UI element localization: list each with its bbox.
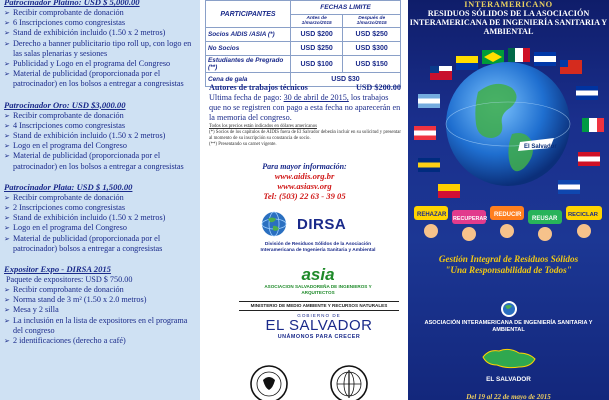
row-label: Socios AIDIS /ASIA (*) xyxy=(206,28,291,42)
recycle-word: REDUCIR xyxy=(494,212,522,218)
congress-dates: Del 19 al 22 de mayo de 2015 xyxy=(466,393,551,400)
sponsorship-column xyxy=(0,0,200,400)
participants-header: PARTICIPANTES xyxy=(206,1,291,28)
technical-authors xyxy=(209,83,401,123)
list-item: ➢ Material de publicidad (proporcionada por el patrocinador) bolsos a entregar a congresistas xyxy=(4,234,196,254)
fee-before: USD $200 xyxy=(290,28,342,42)
list-item: ➢ Recibir comprobante de donación xyxy=(4,285,196,295)
fees-table xyxy=(205,0,401,87)
table-row xyxy=(206,56,401,73)
note-members: (*) Socios de los capítulos de AIDIS fuera de El Salvador deberán incluir en su solicitud y presentar al momento de su inscripción su constancia de socio. xyxy=(209,130,401,141)
table-row xyxy=(206,28,401,42)
plata-title: Patrocinador Plata: USD $ 1,500.00 xyxy=(4,181,133,192)
before-date-header: Antes de 1/marzo/2015 xyxy=(290,15,342,28)
table-row xyxy=(206,42,401,56)
note-currency: Todos los precios están indicados en dólares americanos xyxy=(209,124,317,129)
oro-benefits xyxy=(4,111,196,172)
list-item: ➢ Material de publicidad (proporcionada por el patrocinador) en los bolsos a entregar a congresistas xyxy=(4,69,196,89)
fee-after: USD $300 xyxy=(343,42,401,56)
partner-seals xyxy=(237,358,387,400)
expositor-title: Expositor Expo - DIRSA 2015 xyxy=(4,264,111,275)
list-item: ➢ Logo en el programa del Congreso xyxy=(4,223,196,233)
list-item: ➢ Stand de exhibición incluido (1.50 x 2 metros) xyxy=(4,131,196,141)
registration-column xyxy=(203,0,406,400)
phone-number: Tel: (503) 22 63 - 39 05 xyxy=(263,191,346,201)
globe-flags-illustration xyxy=(408,34,609,244)
government-logo xyxy=(239,301,399,353)
list-item: ➢ 2 identificaciones (derecho a café) xyxy=(4,336,196,346)
list-item: ➢ La inclusión en la lista de expositores en el programa del congreso xyxy=(4,316,196,336)
theme-line: Gestión Integral de Residuos Sólidos xyxy=(438,254,579,264)
cover-panel xyxy=(408,0,609,400)
list-item: ➢ Material de publicidad (proporcionada por el patrocinador) en los bolsos a entregar a congresistas xyxy=(4,151,196,171)
fee-after: USD $150 xyxy=(343,56,401,73)
platino-title: Patrocinador Platino: USD $ 5,000.00 xyxy=(4,0,140,7)
gala-label: Cena de gala xyxy=(206,73,291,87)
dirsa-description: División de Residuos Sólidos de la Asociación Interamericana de Ingeniería Sanitaria y Ambiental xyxy=(260,242,376,253)
website-link-asia[interactable]: www.asiasv.org xyxy=(277,181,332,191)
fee-before: USD $250 xyxy=(290,42,342,56)
el-salvador-map-icon xyxy=(479,345,539,371)
el-salvador-label: EL SALVADOR xyxy=(486,376,531,383)
ministry-name: MINISTERIO DE MEDIO AMBIENTE Y RECURSOS NATURALES xyxy=(239,301,399,311)
pro-salud-seal-icon xyxy=(251,366,287,400)
tech-label: Autores de trabajos técnicos xyxy=(209,83,308,92)
list-item: ➢ Recibir comprobante de donación xyxy=(4,8,196,18)
aidis-globe-icon xyxy=(498,300,520,318)
expositor-package: Paquete de expositores: USD $ 750.00 xyxy=(6,275,133,285)
list-item: ➢ Stand de exhibición incluido (1.50 x 2 metros) xyxy=(4,213,196,223)
government-slogan: UNÁMONOS PARA CRECER xyxy=(277,333,361,340)
globe-icon xyxy=(259,210,289,238)
deadlines-header: FECHAS LIMITE xyxy=(290,1,400,15)
list-item: ➢ Derecho a banner publicitario tipo roll up, con logo en las salas plenarias y sesiones xyxy=(4,39,196,59)
fee-before: USD $100 xyxy=(290,56,342,73)
dirsa-logo xyxy=(253,210,383,268)
tech-deadline: 30 de abril de 2015, xyxy=(283,93,349,102)
list-item: ➢ 6 Inscripciones como congresistas xyxy=(4,18,196,28)
plata-benefits xyxy=(4,193,196,254)
list-item: ➢ Recibir comprobante de donación xyxy=(4,193,196,203)
list-item: ➢ Logo en el programa del Congreso xyxy=(4,141,196,151)
tech-text-after: los trabajos que no se registren con pago a esta fecha no aparecerán en la memoria del congreso. xyxy=(209,93,401,122)
recycle-word: RECICLAR xyxy=(568,212,598,218)
after-date-header: Después de 1/marzo/2015 xyxy=(343,15,401,28)
contact-info xyxy=(203,162,406,201)
list-item: ➢ Stand de exhibición incluido (1.50 x 2 metros) xyxy=(4,28,196,38)
gala-fee: USD $30 xyxy=(290,73,400,87)
congress-banner-word: INTERAMERICANO xyxy=(464,0,553,9)
tech-text-before: Ultima fecha de pago: xyxy=(209,93,284,102)
el-salvador-map xyxy=(408,345,609,383)
asia-logo xyxy=(253,266,383,300)
platino-benefits xyxy=(4,8,196,90)
cover-header xyxy=(408,0,609,36)
list-item: ➢ Recibir comprobante de donación xyxy=(4,111,196,121)
congress-theme xyxy=(408,254,609,276)
row-label: Estudiantes de Pregrado (**) xyxy=(206,56,291,73)
list-item: ➢ Norma stand de 3 m² (1.50 x 2.0 metros) xyxy=(4,295,196,305)
gobierno-label: GOBIERNO DE xyxy=(297,312,341,318)
list-item: ➢ Publicidad y Logo en el programa del Congreso xyxy=(4,59,196,69)
el-salvador-wordmark: EL SALVADOR xyxy=(265,316,373,334)
expositor-benefits xyxy=(4,285,196,346)
recycle-word: RECUPERAR xyxy=(453,216,488,222)
note-students: (**) Presentando su carnet vigente. xyxy=(209,142,277,147)
recycle-mascots-icon xyxy=(414,206,602,241)
globe-label: El Salvador xyxy=(524,144,557,150)
aidis-name: ASOCIACIÓN INTERAMERICANA DE INGENIERÍA SANITARIA Y AMBIENTAL xyxy=(424,320,593,333)
footnotes xyxy=(209,124,401,148)
row-label: No Socios xyxy=(206,42,291,56)
list-item: ➢ 4 Inscripciones como congresistas xyxy=(4,121,196,131)
theme-line: "Una Responsabilidad de Todos" xyxy=(445,265,572,275)
oro-title: Patrocinador Oro: USD $3,000.00 xyxy=(4,99,126,110)
list-item: ➢ 2 Inscripciones como congresistas xyxy=(4,203,196,213)
congress-subtitle: RESIDUOS SÓLIDOS DE LA ASOCIACIÓN INTERAMERICANA DE INGENIERÍA SANITARIA Y AMBIENTAL xyxy=(409,9,608,36)
list-item: ➢ Mesa y 2 silla xyxy=(4,305,196,315)
fee-after: USD $250 xyxy=(343,28,401,42)
aidis-logo xyxy=(408,300,609,333)
website-link-aidis[interactable]: www.aidis.org.br xyxy=(274,171,335,181)
recycle-word: REHAZAR xyxy=(417,212,447,218)
recycle-word: REUSAR xyxy=(532,216,558,222)
who-paho-seal-icon xyxy=(331,366,367,400)
asia-wordmark: asia xyxy=(301,265,335,284)
info-title: Para mayor información: xyxy=(262,162,347,171)
globe-icon xyxy=(446,62,570,186)
tech-price: USD $200.00 xyxy=(355,83,401,92)
tech-text xyxy=(209,93,401,123)
asia-description: ASOCIACION SALVADOREÑA DE INGENIEROS Y ARQUITECTOS xyxy=(264,284,372,295)
dirsa-wordmark: DIRSA xyxy=(297,216,347,233)
